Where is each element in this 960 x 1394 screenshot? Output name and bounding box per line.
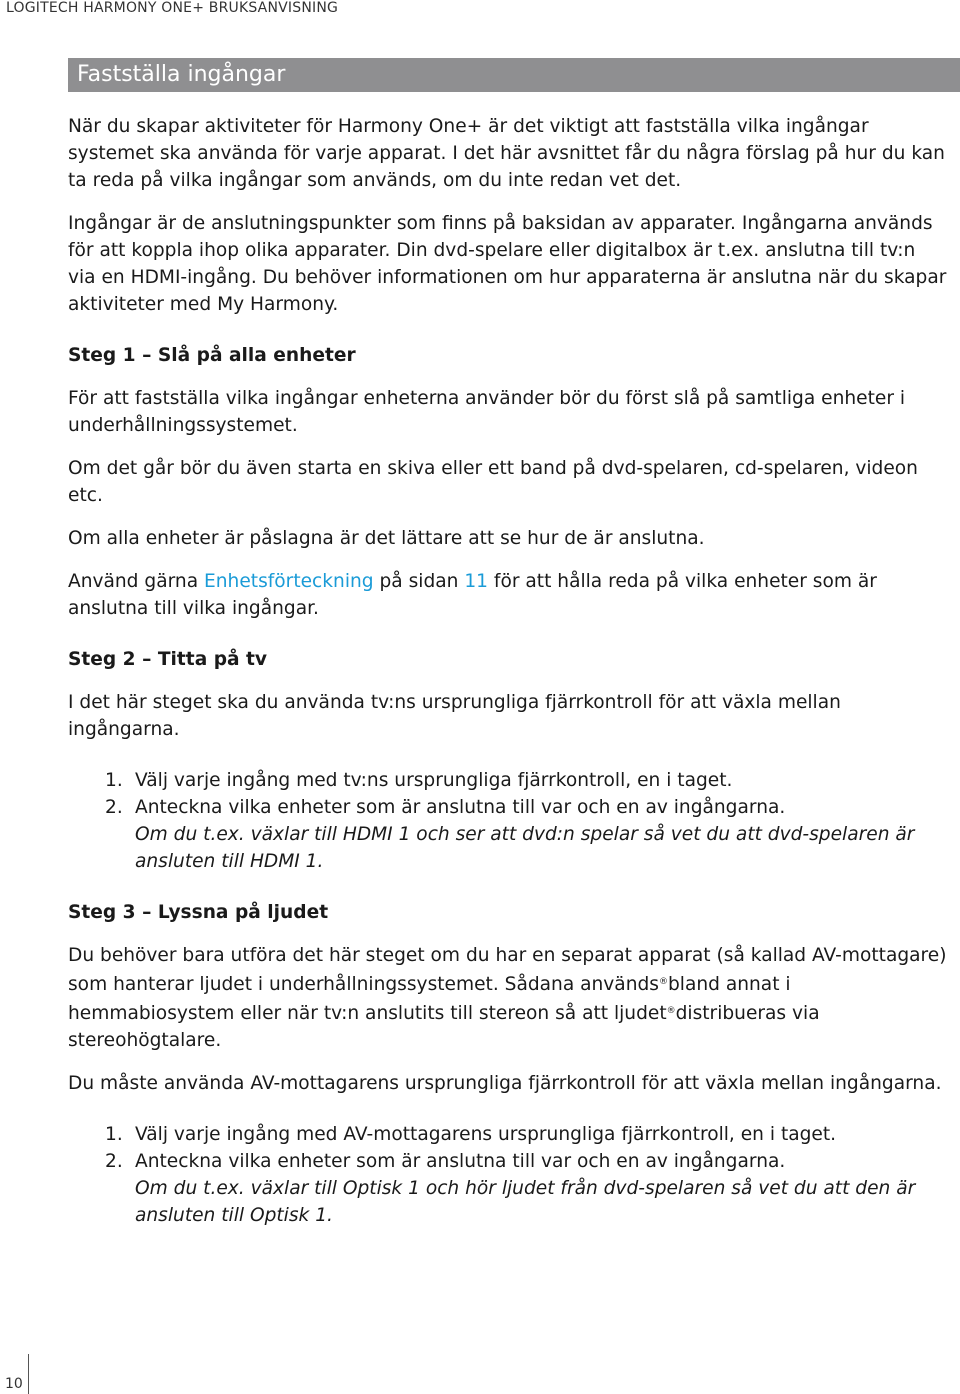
intro-paragraph-2: Ingångar är de anslutningspunkter som finns på baksidan av apparater. Ingångarna används för att koppla ihop olika apparater. Din dvd-spelare eller digitalbox är t.ex. anslutna till tv:n via en HDMI-ingång. Du behöver informationen om hur apparaterna är anslutna när du skapar aktiviteter med My Harmony. <box>68 213 947 315</box>
list-text: Välj varje ingång med tv:ns ursprungliga fjärrkontroll, en i taget. <box>135 770 733 791</box>
running-header: LOGITECH HARMONY ONE+ BRUKSANVISNING <box>6 0 339 16</box>
step3-p1-a: Du behöver bara utföra det här steget om du har en separat apparat (så kallad AV-mottagare) som hanterar ljudet i underhållningssystemet. Sådana används <box>68 945 947 995</box>
page-number: 10 <box>5 1376 23 1392</box>
page-number-rule <box>28 1354 29 1394</box>
step3-paragraph-1 <box>68 942 948 1054</box>
step3-p1-b: bland annat i hemmabiosystem eller när tv:n anslutits till stereon så att ljudet <box>68 974 791 1024</box>
list-number: 2. <box>105 797 123 818</box>
registered-mark: ® <box>658 977 668 987</box>
list-text: Anteckna vilka enheter som är anslutna till var och en av ingångarna. <box>135 1151 786 1172</box>
step3-paragraph-2: Du måste använda AV-mottagarens ursprungliga fjärrkontroll för att växla mellan ingångarna. <box>68 1073 942 1094</box>
step3-heading: Steg 3 – Lyssna på ljudet <box>68 902 329 923</box>
section-title: Fastställa ingångar <box>68 58 960 92</box>
step1-paragraph-2: Om det går bör du även starta en skiva eller ett band på dvd-spelaren, cd-spelaren, videon etc. <box>68 458 918 506</box>
registered-mark: ® <box>666 1006 676 1016</box>
list-item <box>68 1148 948 1229</box>
list-text: Anteckna vilka enheter som är anslutna till var och en av ingångarna. <box>135 797 786 818</box>
step3-p1-c: distribueras via stereohögtalare. <box>68 1003 820 1051</box>
step2-heading: Steg 2 – Titta på tv <box>68 649 268 670</box>
list-number: 1. <box>105 1124 123 1145</box>
list-number: 1. <box>105 770 123 791</box>
step2-paragraph-1: I det här steget ska du använda tv:ns ursprungliga fjärrkontroll för att växla mellan ingångarna. <box>68 692 841 740</box>
step2-list <box>68 767 948 875</box>
list-item <box>68 794 948 875</box>
list-item <box>68 1121 948 1148</box>
step1-p4-after: för att hålla reda på vilka enheter som är anslutna till vilka ingångar. <box>68 571 877 619</box>
step1-paragraph-3: Om alla enheter är påslagna är det lättare att se hur de är anslutna. <box>68 528 705 549</box>
list-number: 2. <box>105 1151 123 1172</box>
step3-list <box>68 1121 948 1229</box>
step1-paragraph-4 <box>68 568 948 622</box>
intro-paragraph-1: När du skapar aktiviteter för Harmony One+ är det viktigt att fastställa vilka ingångar systemet ska använda för varje apparat. I det här avsnittet får du några förslag på hur du kan ta reda på vilka ingångar som används, om du inte redan vet det. <box>68 116 945 191</box>
list-text: Välj varje ingång med AV-mottagarens ursprungliga fjärrkontroll, en i taget. <box>135 1124 837 1145</box>
step1-paragraph-1: För att fastställa vilka ingångar enheterna använder bör du först slå på samtliga enheter i underhållningssystemet. <box>68 388 906 436</box>
list-item <box>68 767 948 794</box>
page-reference-link[interactable]: 11 <box>464 571 489 592</box>
document-body <box>68 113 948 1229</box>
step1-p4-before: Använd gärna <box>68 571 205 592</box>
device-list-link[interactable]: Enhetsförteckning <box>204 571 374 592</box>
step2-example: Om du t.ex. växlar till HDMI 1 och ser att dvd:n spelar så vet du att dvd-spelaren är ansluten till HDMI 1. <box>135 824 915 872</box>
step1-heading: Steg 1 – Slå på alla enheter <box>68 345 356 366</box>
step1-p4-mid: på sidan <box>373 571 465 592</box>
step3-example: Om du t.ex. växlar till Optisk 1 och hör ljudet från dvd-spelaren så vet du att den är ansluten till Optisk 1. <box>135 1178 916 1226</box>
